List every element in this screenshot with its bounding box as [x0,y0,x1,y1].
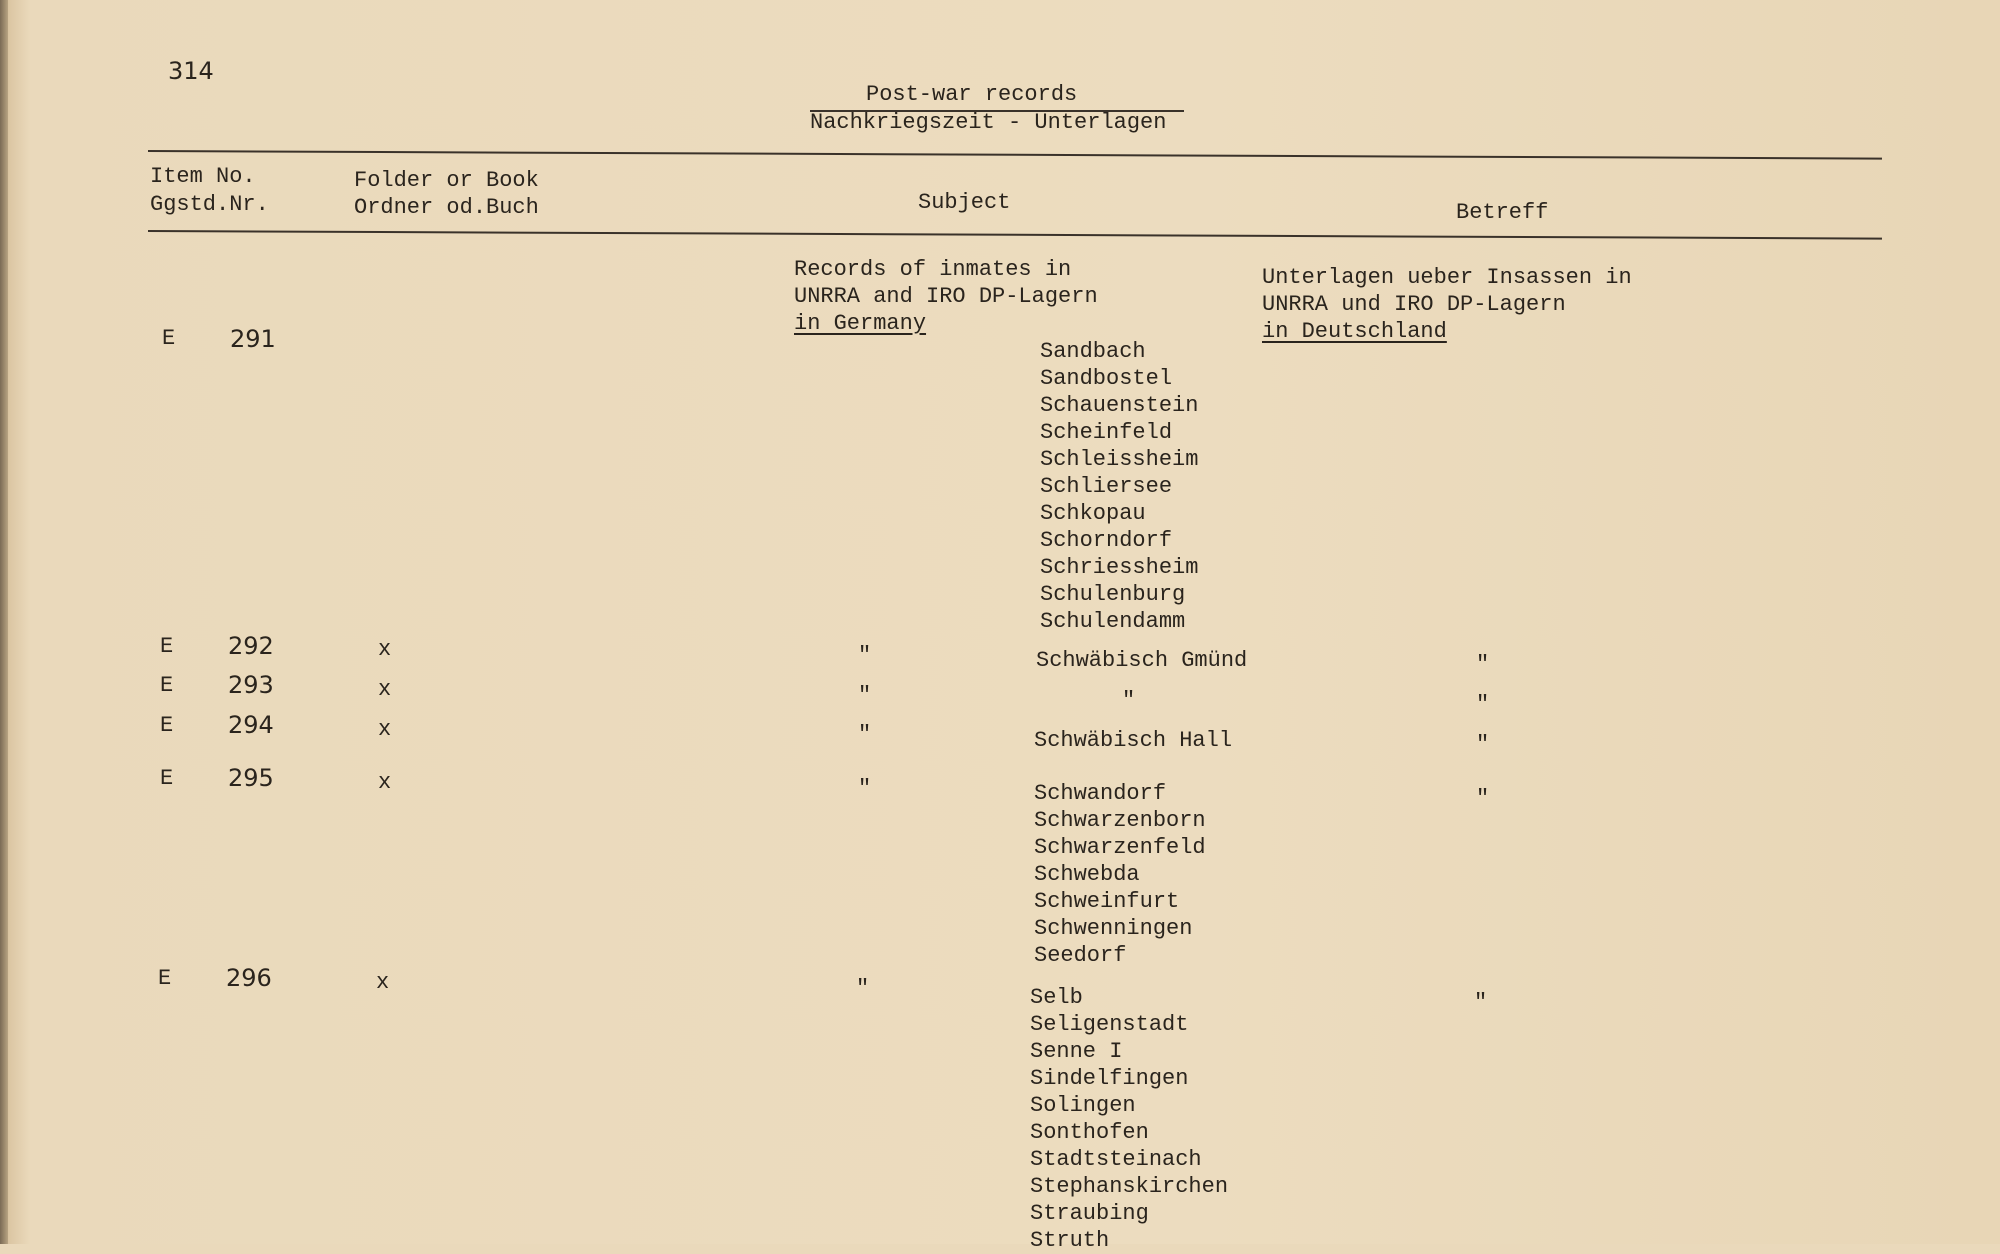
entry-folder-mark: x [376,970,390,995]
header-top-rule [148,150,1882,160]
place-name: Schwäbisch Hall [1034,728,1233,753]
entry-prefix: E [158,966,172,991]
entry-places [1040,338,1198,635]
subject-intro-line: in Germany [794,311,927,336]
place-name: Senne I [1030,1039,1123,1064]
place-name: Schulenburg [1040,582,1186,607]
entry-number: 291 [230,325,276,353]
entry-prefix: E [160,634,174,659]
betreff-intro-line: UNRRA und IRO DP-Lagern [1262,292,1566,317]
entry-number: 294 [228,711,274,739]
place-name: Schwebda [1034,862,1140,887]
place-name: Schriessheim [1040,555,1199,580]
betreff-intro-line: Unterlagen ueber Insassen in [1262,265,1632,290]
place-name: Selb [1030,985,1083,1010]
col-item-no-en: Item No. [150,164,256,189]
place-name: Stadtsteinach [1030,1147,1202,1172]
place-name: Schulendamm [1040,609,1186,634]
entry-number: 295 [228,764,274,792]
page-number: 314 [168,57,214,85]
header-bottom-rule [148,230,1882,240]
place-name: Seedorf [1034,943,1127,968]
place-ditto: " [1122,688,1136,713]
subject-ditto: " [858,643,872,668]
place-name: Schwarzenborn [1034,808,1206,833]
place-name: Sandbostel [1040,366,1173,391]
betreff-intro-line: in Deutschland [1262,319,1447,344]
place-name: Schwandorf [1034,781,1167,806]
place-name: Seligenstadt [1030,1012,1189,1037]
col-subject: Subject [918,190,1011,215]
place-name: Stephanskirchen [1030,1174,1229,1199]
place-name: Solingen [1030,1093,1136,1118]
entry-number: 293 [228,671,274,699]
place-name: Schorndorf [1040,528,1173,553]
entry-places [1034,780,1206,969]
betreff-intro [1262,264,1632,345]
subject-ditto: " [858,683,872,708]
place-name: Scheinfeld [1040,420,1173,445]
betreff-ditto: " [1476,692,1490,717]
col-folder-en: Folder or Book [354,168,539,193]
place-name: Straubing [1030,1201,1149,1226]
col-betreff: Betreff [1456,200,1549,225]
place-name: Sonthofen [1030,1120,1149,1145]
betreff-ditto: " [1476,786,1490,811]
entry-folder-mark: x [378,677,392,702]
entry-folder-mark: x [378,717,392,742]
entry-folder-mark: x [378,770,392,795]
entry-number: 296 [226,964,272,992]
place-name: Schwäbisch Gmünd [1036,648,1248,673]
entry-prefix: E [160,766,174,791]
place-name: Schkopau [1040,501,1146,526]
entry-number: 292 [228,632,274,660]
place-name: Schwenningen [1034,916,1193,941]
subject-ditto: " [856,976,870,1001]
place-name: Struth [1030,1228,1110,1253]
betreff-ditto: " [1474,990,1488,1015]
place-name: Schauenstein [1040,393,1199,418]
entry-prefix: E [160,673,174,698]
subject-ditto: " [858,722,872,747]
place-name: Sandbach [1040,339,1146,364]
entry-places [1030,984,1228,1254]
place-name: Sindelfingen [1030,1066,1189,1091]
title-english: Post-war records [866,82,1078,107]
entry-prefix: E [160,713,174,738]
place-name: Schliersee [1040,474,1173,499]
subject-ditto: " [858,776,872,801]
betreff-ditto: " [1476,652,1490,677]
betreff-ditto: " [1476,732,1490,757]
book-gutter [0,0,8,1244]
place-name: Schweinfurt [1034,889,1180,914]
subject-intro-line: UNRRA and IRO DP-Lagern [794,284,1098,309]
col-item-no-de: Ggstd.Nr. [150,192,269,217]
subject-intro [794,256,1098,337]
title-german: Nachkriegszeit - Unterlagen [810,110,1167,135]
place-name: Schleissheim [1040,447,1199,472]
place-name: Schwarzenfeld [1034,835,1206,860]
col-folder-de: Ordner od.Buch [354,195,539,220]
entry-prefix: E [162,326,176,351]
entry-folder-mark: x [378,637,392,662]
subject-intro-line: Records of inmates in [794,257,1072,282]
